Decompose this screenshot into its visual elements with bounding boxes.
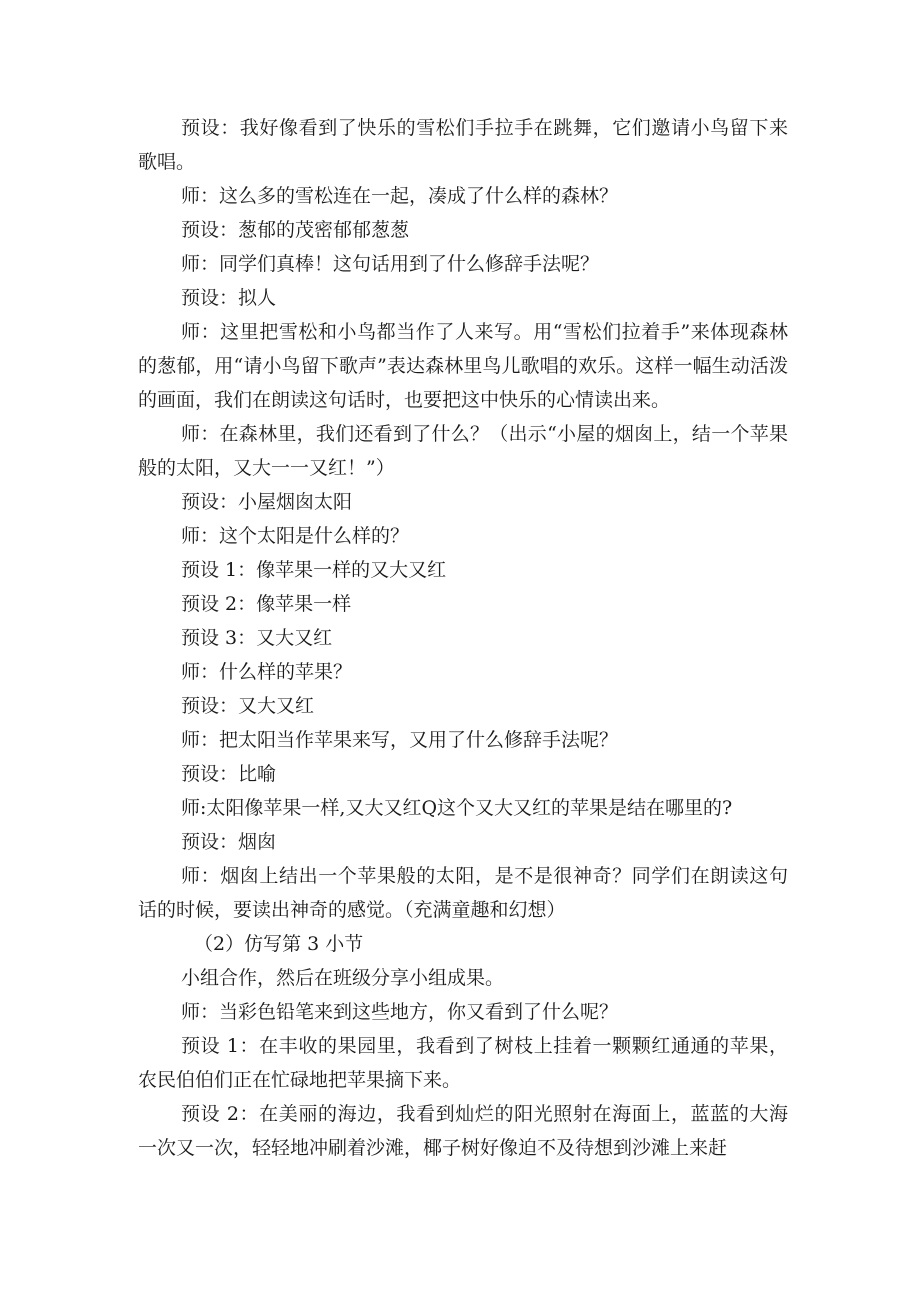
paragraph: 预设：拟人 [181,287,277,309]
paragraph: 师：当彩色铅笔来到这些地方，你又看到了什么呢？ [181,1001,619,1023]
paragraph: 师：把太阳当作苹果来写，又用了什么修辞手法呢？ [181,729,619,751]
paragraph: 师：同学们真棒！这句话用到了什么修辞手法呢？ [181,253,600,275]
paragraph: 师：这个太阳是什么样的？ [181,525,410,547]
paragraph: 师:太阳像苹果一样,又大又红Q这个又大又红的苹果是结在哪里的? [181,797,733,819]
paragraph: 师：这么多的雪松连在一起，凑成了什么样的森林？ [181,185,619,207]
section-heading: （2）仿写第 3 小节 [194,933,364,955]
paragraph: 师：什么样的苹果？ [181,661,353,683]
paragraph: 预设 3：又大又红 [181,627,333,649]
paragraph: 预设 2：像苹果一样 [181,593,352,615]
paragraph: 预设：比喻 [181,763,277,785]
paragraph: 师：烟囱上结出一个苹果般的太阳，是不是很神奇？同学们在朗读这句话的时候，要读出神奇的感觉。（充满童趣和幻想） [138,865,788,921]
document-body [138,111,788,1165]
paragraph: 师：在森林里，我们还看到了什么？（出示“小屋的烟囱上，结一个苹果般的太阳，又大一一又红！”） [138,423,788,479]
paragraph: 预设：葱郁的茂密郁郁葱葱 [181,219,410,241]
paragraph: 小组合作，然后在班级分享小组成果。 [181,967,505,989]
paragraph: 预设 1：在丰收的果园里，我看到了树枝上挂着一颗颗红通通的苹果，农民伯伯们正在忙碌地把苹果摘下来。 [138,1035,788,1091]
paragraph: 预设：又大又红 [181,695,315,717]
paragraph: 预设：我好像看到了快乐的雪松们手拉手在跳舞，它们邀请小鸟留下来歌唱。 [138,117,788,173]
paragraph: 师：这里把雪松和小鸟都当作了人来写。用“雪松们拉着手”来体现森林的葱郁，用“请小鸟留下歌声”表达森林里鸟儿歌唱的欢乐。这样一幅生动活泼的画面，我们在朗读这句话时，也要把这中快乐的心情读出来。 [138,321,788,411]
paragraph: 预设：烟囱 [181,831,277,853]
paragraph: 预设：小屋烟囱太阳 [181,491,353,513]
paragraph: 预设 1：像苹果一样的又大又红 [181,559,447,581]
paragraph: 预设 2：在美丽的海边，我看到灿烂的阳光照射在海面上，蓝蓝的大海一次又一次，轻轻地冲刷着沙滩，椰子树好像迫不及待想到沙滩上来赶 [138,1103,788,1159]
